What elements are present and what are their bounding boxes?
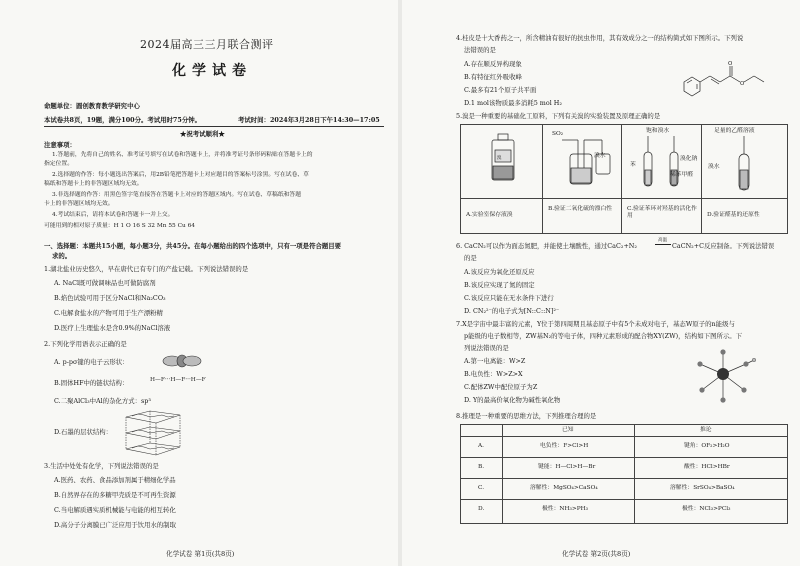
notice-line: 4.考试结束后，请将本试卷和答题卡一并上交。 — [52, 212, 174, 218]
q5-col-divider — [542, 124, 543, 233]
q8-row-infer: 键角：OF₂>H₂O — [684, 443, 730, 449]
q6-arrow — [655, 244, 671, 245]
q4-stem: 4.桂皮是十大香药之一，所含精油有很好的抗虫作用，其有效成分之一的结构简式如下图所示。下列说 — [456, 34, 744, 42]
q3-option-c: C.当电解质遇实质机械能与电能的相互转化 — [54, 506, 176, 514]
q8-header-known: 已知 — [562, 427, 574, 433]
notice-line: 卡上的非答题区域均无效。 — [44, 201, 114, 207]
q2-stem: 2.下列化学用语表示正确的是 — [44, 340, 127, 348]
bromine-bottle-figure — [488, 134, 518, 188]
page-footer: 化学试卷 第2页(共8页) — [562, 550, 631, 558]
q2-option-c: C.二聚AlCl₃中Al的杂化方式：sp³ — [54, 397, 151, 405]
notice-line: 1.答题前，先将自己的姓名、准考证号填写在试卷和答题卡上，并将准考证号条形码粘贴在答题卡上的 — [52, 152, 313, 158]
exam-info: 本试卷共8页，19题，满分100分。考试用时75分钟。 — [44, 116, 201, 124]
q2-option-d: D.石墨的层状结构： — [54, 428, 113, 436]
bromine-water-label: 溴水 — [594, 153, 606, 159]
q3-option-d: D.高分子分离膜已广泛应用于饮用水的制取 — [54, 521, 176, 529]
svg-text:O: O — [728, 61, 733, 67]
q7-option-b: B.电负性：W>Z>X — [464, 370, 523, 378]
q8-row-known: 溶解性：MgSO₄>CaSO₄ — [530, 485, 598, 491]
svg-text:溴: 溴 — [497, 156, 502, 161]
dilute-benzaldehyde-label: 稀苯甲醛 — [670, 172, 694, 178]
q8-row-label: D. — [478, 506, 485, 512]
q5-table-divider — [460, 198, 787, 199]
q7-option-c: C.配体ZW中配位原子为Z — [464, 383, 538, 391]
phenol-test-figure — [634, 136, 694, 192]
cinnamate-structure-figure — [674, 58, 774, 104]
atomic-masses: 可能用到的相对原子质量：H 1 O 16 S 32 Mn 55 Cu 64 — [44, 223, 195, 229]
q6-stem-end: 的是 — [464, 254, 477, 262]
graphite-structure-figure — [120, 407, 186, 459]
aldehyde-test-figure — [724, 136, 764, 194]
q6-option-d: D. CN₂²⁻的电子式为[N::C::N]²⁻ — [464, 307, 560, 315]
q8-row-divider — [460, 499, 787, 500]
q7-stem-line: 7.X是宇宙中最丰富的元素，Y位于第四周期且基态原子中有5个未成对电子，基态W原子的n能级与 — [456, 320, 735, 328]
q8-row-label: A. — [478, 443, 485, 449]
benzene-label: 苯 — [630, 162, 636, 168]
q4-option-c: C.最多有21个原子共平面 — [464, 86, 537, 94]
q1-option-a: A. NaCl既可做调味品也可做防腐剂 — [54, 279, 156, 287]
q3-option-b: B.自然界存在的多糖甲壳质是不可再生资源 — [54, 491, 176, 499]
exam-page-2 — [402, 0, 800, 566]
q8-col-divider — [502, 424, 503, 523]
page-footer: 化学试卷 第1页(共8页) — [166, 550, 235, 558]
q6-option-c: C.该反应只能在无水条件下进行 — [464, 294, 554, 302]
q4-option-d: D.1 mol该物质最多消耗5 mol H₂ — [464, 99, 562, 107]
q6-stem: 6. CaCN₂可以作为面态氮肥，并能使土壤酸性，通过CaC₂+N₂ — [456, 242, 637, 250]
notice-title: 注意事项： — [44, 141, 76, 149]
notice-line: 3.非选择题的作答：用黑色签字笔直接答在答题卡上对应的答题区域内。写在试卷、草稿纸和答题 — [52, 192, 302, 198]
sigma-orbital-figure — [162, 351, 202, 371]
q1-stem: 1.湖北盐业历史悠久，早在唐代已有专门的产盐记载。下列说法错误的是 — [44, 265, 249, 273]
acetaldehyde-label: 足量的乙醛溶液 — [714, 128, 755, 134]
q5-stem: 5.溴是一种重要的基础化工原料，下列有关溴的实验装置及原理正确的是 — [456, 112, 661, 120]
setter-line: 命题单位：圆创教育教学研究中心 — [44, 102, 140, 110]
svg-text:O: O — [740, 81, 745, 87]
q1-option-d: D.医疗上生理盐水是含0.9%的NaCl溶液 — [54, 324, 171, 332]
so2-bleaching-figure — [552, 132, 614, 190]
q2-option-a: A. p-pσ键的电子云形状： — [54, 358, 129, 366]
q5-col-divider — [621, 124, 622, 233]
q8-stem: 8.推理是一种重要的思维方法，下列推理合理的是 — [456, 412, 597, 420]
q1-option-c: C.电解食盐水的产物可用于生产漂粉精 — [54, 309, 163, 317]
q5-option-a: A.实验室保存液溴 — [466, 212, 513, 218]
q4-stem-cont: 法错误的是 — [464, 46, 496, 54]
hf-chain: H—F···H—F···H—F — [150, 377, 206, 383]
section-heading-cont: 求的。 — [52, 252, 72, 260]
q5-option-b: B.验证二氧化硫的漂白性 — [548, 206, 613, 212]
q8-header-infer: 推论 — [700, 427, 712, 433]
q8-row-infer: 酸性：HCl>HBr — [684, 464, 730, 470]
exam-page-1 — [0, 0, 398, 566]
q7-stem-line: p能级的电子数相等，ZW基N₂的等电子体，四种元素形成的配合物XY(ZW)，结构如下图所示。下 — [464, 332, 743, 340]
bromine-water-label-d: 溴水 — [708, 164, 720, 170]
q2-option-b: B.固体HF中的链状结构： — [54, 379, 129, 387]
q8-row-divider — [460, 436, 787, 437]
q8-row-infer: 溶解性：SrSO₄>BaSO₄ — [670, 485, 735, 491]
q5-option-c: C.验证苯环对羟基的活化作用 — [627, 206, 697, 220]
q6-stem-cont: CaCN₂+C反应制备。下列说法错误 — [672, 242, 775, 250]
q8-row-known: 键能：H—Cl>H—Br — [538, 464, 596, 470]
q1-option-b: B.焰色试验可用于区分NaCl和Na₂CO₃ — [54, 294, 166, 302]
subject-title: 化学试卷 — [172, 63, 252, 79]
q6-option-b: B.该反应实现了氮的固定 — [464, 281, 535, 289]
q8-row-known: 电负性：F>Cl>H — [540, 443, 589, 449]
q5-col-divider — [701, 124, 702, 233]
section-heading: 一、选择题：本题共15小题，每小题3分，共45分。在每小题给出的四个选项中，只有一项是符合题目要 — [44, 242, 342, 250]
divider — [44, 126, 384, 127]
notice-line: 2.选择题的作答：每小题选出答案后，用2B铅笔把答题卡上对应题目的答案标号涂黑。写在试卷、草 — [52, 172, 309, 178]
q8-row-label: C. — [478, 485, 485, 491]
q8-col-divider — [634, 424, 635, 523]
q8-row-known: 极性：NH₃>PH₃ — [542, 506, 588, 512]
q3-option-a: A.医药、农药、食品添加剂属于精细化学品 — [54, 476, 176, 484]
q7-option-d: D. Y的最高价氧化物为碱性氧化物 — [464, 396, 561, 404]
q4-option-a: A.存在顺反异构现象 — [464, 60, 522, 68]
q3-stem: 3.生活中处处有化学，下列说法错误的是 — [44, 462, 159, 470]
q6-option-a: A.该反应为氧化还原反应 — [464, 268, 535, 276]
complex-structure-figure — [688, 348, 758, 406]
q8-row-divider — [460, 457, 787, 458]
exam-title: 2024届高三三月联合测评 — [140, 38, 274, 51]
q8-row-infer: 极性：NCl₃>PCl₃ — [682, 506, 731, 512]
q7-option-a: A.第一电离能：W>Z — [464, 357, 526, 365]
sat-bromine-label: 饱和溴水 — [646, 128, 670, 134]
q8-row-label: B. — [478, 464, 485, 470]
so2-label: SO₂ — [552, 131, 564, 137]
exam-time: 考试时间：2024年3月28日下午14:30—17:05 — [238, 116, 380, 124]
notice-line: 指定位置。 — [44, 161, 73, 167]
q7-stem-line: 列说法错误的是 — [464, 344, 509, 352]
q4-option-b: B.有特征红外吸收峰 — [464, 73, 522, 81]
nabr-label: 溴化钠 — [680, 156, 698, 162]
q5-option-d: D.验证醛基的还原性 — [707, 212, 760, 218]
notice-line: 稿纸和答题卡上的非答题区域均无效。 — [44, 181, 143, 187]
q8-row-divider — [460, 478, 787, 479]
q8-table — [460, 424, 788, 524]
blessing: ★祝考试顺利★ — [180, 130, 225, 138]
q6-condition: 高温 — [658, 238, 667, 243]
